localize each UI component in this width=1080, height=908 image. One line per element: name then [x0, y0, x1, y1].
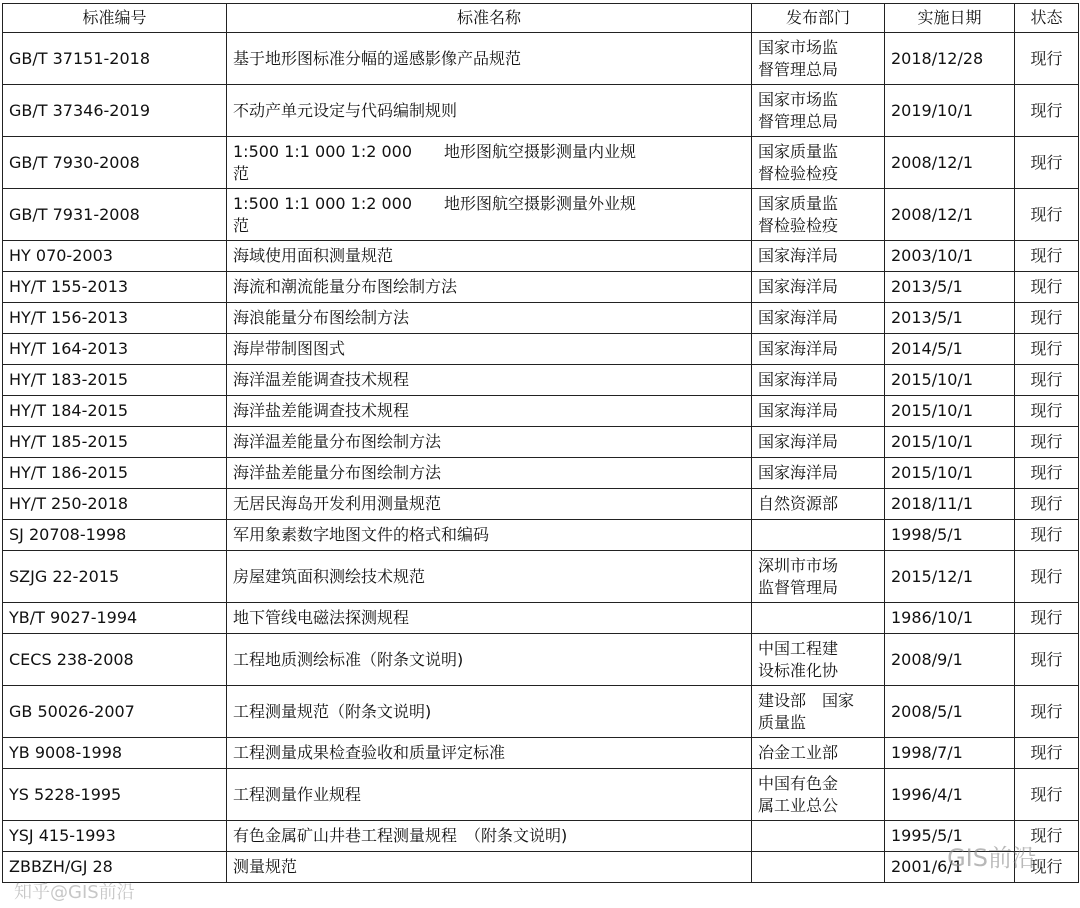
cell-standard-code: SJ 20708-1998 [3, 520, 227, 551]
cell-line: 国家海洋局 [758, 339, 839, 358]
cell-standard-code: HY/T 155-2013 [3, 272, 227, 303]
cell-standard-code: SZJG 22-2015 [3, 551, 227, 603]
standards-table [2, 3, 1079, 883]
cell-publisher [752, 241, 885, 272]
table-row [3, 189, 1079, 241]
cell-publisher [752, 769, 885, 821]
cell-line: 督检验检疫 [758, 163, 839, 183]
cell-standard-name [227, 85, 752, 137]
cell-line: 国家海洋局 [758, 401, 839, 420]
cell-effective-date: 1998/7/1 [885, 738, 1015, 769]
cell-line: 工程测量规范（附条文说明) [233, 701, 432, 721]
cell-status: 现行 [1015, 634, 1079, 686]
table-row [3, 769, 1079, 821]
cell-status: 现行 [1015, 33, 1079, 85]
cell-line: 基于地形图标准分幅的遥感影像产品规范 [233, 48, 522, 68]
cell-publisher [752, 427, 885, 458]
cell-line: 国家海洋局 [758, 463, 839, 482]
cell-publisher [752, 852, 885, 883]
cell-standard-code: HY/T 185-2015 [3, 427, 227, 458]
cell-line: 自然资源部 [758, 494, 839, 513]
cell-status: 现行 [1015, 85, 1079, 137]
cell-standard-code: YB 9008-1998 [3, 738, 227, 769]
cell-standard-name [227, 303, 752, 334]
cell-status: 现行 [1015, 396, 1079, 427]
cell-status: 现行 [1015, 241, 1079, 272]
cell-line: 海洋盐差能量分布图绘制方法 [233, 463, 442, 482]
cell-line: 质量监 [758, 712, 807, 732]
cell-publisher [752, 551, 885, 603]
cell-line: 建设部 国家 [758, 690, 855, 710]
cell-standard-code: CECS 238-2008 [3, 634, 227, 686]
cell-standard-name [227, 272, 752, 303]
cell-standard-name [227, 334, 752, 365]
cell-publisher [752, 365, 885, 396]
table-row [3, 686, 1079, 738]
cell-standard-code: GB/T 37151-2018 [3, 33, 227, 85]
cell-effective-date: 2013/5/1 [885, 303, 1015, 334]
cell-standard-name [227, 551, 752, 603]
cell-line: 不动产单元设定与代码编制规则 [233, 100, 458, 120]
cell-line: 海浪能量分布图绘制方法 [233, 308, 410, 327]
cell-status: 现行 [1015, 738, 1079, 769]
cell-effective-date: 2003/10/1 [885, 241, 1015, 272]
cell-standard-name [227, 396, 752, 427]
header-date: 实施日期 [885, 4, 1015, 33]
cell-line: 国家海洋局 [758, 432, 839, 451]
table-row [3, 603, 1079, 634]
cell-publisher [752, 272, 885, 303]
cell-publisher [752, 603, 885, 634]
header-code: 标准编号 [3, 4, 227, 33]
cell-standard-name [227, 821, 752, 852]
cell-line: 监督管理局 [758, 577, 839, 597]
cell-effective-date: 2015/10/1 [885, 427, 1015, 458]
cell-line: 设标准化协 [758, 660, 839, 680]
cell-standard-code: HY/T 164-2013 [3, 334, 227, 365]
cell-publisher [752, 303, 885, 334]
cell-standard-name [227, 603, 752, 634]
cell-status: 现行 [1015, 520, 1079, 551]
cell-standard-code: HY 070-2003 [3, 241, 227, 272]
cell-status: 现行 [1015, 458, 1079, 489]
cell-publisher [752, 137, 885, 189]
cell-line: 无居民海岛开发利用测量规范 [233, 494, 442, 513]
cell-line: 冶金工业部 [758, 743, 839, 762]
cell-line: 海岸带制图图式 [233, 339, 346, 358]
cell-line: 军用象素数字地图文件的格式和编码 [233, 525, 490, 544]
cell-standard-name [227, 241, 752, 272]
cell-standard-code: GB/T 7930-2008 [3, 137, 227, 189]
cell-line: 国家质量监 [758, 141, 839, 161]
cell-line: 国家市场监 [758, 89, 839, 109]
cell-line: 中国有色金 [758, 773, 839, 793]
cell-standard-name [227, 458, 752, 489]
cell-effective-date: 2018/11/1 [885, 489, 1015, 520]
cell-line: 国家质量监 [758, 193, 839, 213]
cell-standard-name [227, 365, 752, 396]
cell-line: 督管理总局 [758, 59, 839, 79]
cell-status: 现行 [1015, 334, 1079, 365]
table-row [3, 272, 1079, 303]
cell-line: 督管理总局 [758, 111, 839, 131]
watermark-bottom-right: GIS前沿 [947, 844, 1036, 872]
cell-line: 国家海洋局 [758, 246, 839, 265]
table-body [3, 33, 1079, 883]
cell-line: 国家市场监 [758, 37, 839, 57]
cell-effective-date: 2013/5/1 [885, 272, 1015, 303]
cell-standard-name [227, 137, 752, 189]
cell-publisher [752, 334, 885, 365]
cell-effective-date: 2008/12/1 [885, 137, 1015, 189]
cell-line: 测量规范 [233, 857, 298, 876]
cell-standard-code: GB/T 7931-2008 [3, 189, 227, 241]
cell-line: 深圳市市场 [758, 555, 839, 575]
cell-status: 现行 [1015, 551, 1079, 603]
cell-standard-code: HY/T 250-2018 [3, 489, 227, 520]
cell-line: 海洋温差能量分布图绘制方法 [233, 432, 442, 451]
header-status: 状态 [1015, 4, 1079, 33]
cell-line: 范 [233, 163, 250, 183]
cell-standard-code: GB 50026-2007 [3, 686, 227, 738]
cell-standard-name [227, 520, 752, 551]
cell-line: 国家海洋局 [758, 370, 839, 389]
cell-publisher [752, 85, 885, 137]
cell-standard-name [227, 634, 752, 686]
table-row [3, 489, 1079, 520]
table-row [3, 334, 1079, 365]
table-row [3, 427, 1079, 458]
cell-effective-date: 2015/12/1 [885, 551, 1015, 603]
cell-publisher [752, 520, 885, 551]
cell-line: 中国工程建 [758, 638, 839, 658]
cell-status: 现行 [1015, 489, 1079, 520]
watermark-bottom-left: 知乎@GIS前沿 [14, 882, 135, 903]
cell-effective-date: 1996/4/1 [885, 769, 1015, 821]
cell-effective-date: 1986/10/1 [885, 603, 1015, 634]
cell-line: 1:500 1:1 000 1:2 000 地形图航空摄影测量外业规 [233, 193, 637, 213]
cell-standard-name [227, 489, 752, 520]
cell-publisher [752, 396, 885, 427]
cell-status: 现行 [1015, 303, 1079, 334]
table-row [3, 458, 1079, 489]
cell-standard-code: HY/T 156-2013 [3, 303, 227, 334]
cell-line: 海流和潮流能量分布图绘制方法 [233, 277, 458, 296]
cell-effective-date: 2008/5/1 [885, 686, 1015, 738]
cell-publisher [752, 738, 885, 769]
cell-effective-date: 2015/10/1 [885, 396, 1015, 427]
cell-standard-name [227, 852, 752, 883]
cell-standard-code: HY/T 183-2015 [3, 365, 227, 396]
table-row [3, 137, 1079, 189]
table-row [3, 520, 1079, 551]
cell-status: 现行 [1015, 189, 1079, 241]
cell-line: 工程测量作业规程 [233, 784, 362, 804]
cell-line: 国家海洋局 [758, 277, 839, 296]
table-row [3, 85, 1079, 137]
cell-publisher [752, 686, 885, 738]
table-header-row [3, 4, 1079, 33]
cell-line: 地下管线电磁法探测规程 [233, 608, 410, 627]
cell-line: 海洋盐差能调查技术规程 [233, 401, 410, 420]
table-row [3, 738, 1079, 769]
cell-line: 海域使用面积测量规范 [233, 246, 394, 265]
cell-effective-date: 2015/10/1 [885, 458, 1015, 489]
header-name: 标准名称 [227, 4, 752, 33]
cell-line: 属工业总公 [758, 795, 839, 815]
cell-effective-date: 2014/5/1 [885, 334, 1015, 365]
cell-effective-date: 2015/10/1 [885, 365, 1015, 396]
cell-status: 现行 [1015, 769, 1079, 821]
cell-standard-code: YSJ 415-1993 [3, 821, 227, 852]
cell-publisher [752, 821, 885, 852]
table-row [3, 396, 1079, 427]
cell-line: 范 [233, 215, 250, 235]
cell-status: 现行 [1015, 603, 1079, 634]
cell-line: 工程测量成果检查验收和质量评定标准 [233, 743, 506, 762]
cell-status: 现行 [1015, 137, 1079, 189]
table-row [3, 365, 1079, 396]
cell-effective-date: 2018/12/28 [885, 33, 1015, 85]
cell-line: 海洋温差能调查技术规程 [233, 370, 410, 389]
cell-status: 现行 [1015, 686, 1079, 738]
cell-line: 工程地质测绘标准（附条文说明) [233, 649, 464, 669]
cell-line: 房屋建筑面积测绘技术规范 [233, 566, 426, 586]
cell-status: 现行 [1015, 852, 1079, 883]
cell-status: 现行 [1015, 365, 1079, 396]
cell-effective-date: 2001/6/1 [885, 852, 1015, 883]
cell-status: 现行 [1015, 272, 1079, 303]
cell-standard-name [227, 686, 752, 738]
header-dept: 发布部门 [752, 4, 885, 33]
cell-standard-name [227, 33, 752, 85]
cell-standard-code: YS 5228-1995 [3, 769, 227, 821]
cell-standard-name [227, 189, 752, 241]
cell-standard-name [227, 427, 752, 458]
cell-publisher [752, 489, 885, 520]
cell-status: 现行 [1015, 427, 1079, 458]
cell-publisher [752, 189, 885, 241]
table-row [3, 303, 1079, 334]
table-row [3, 551, 1079, 603]
cell-line: 督检验检疫 [758, 215, 839, 235]
cell-publisher [752, 33, 885, 85]
table-row [3, 634, 1079, 686]
cell-status: 现行 [1015, 821, 1079, 852]
cell-standard-name [227, 738, 752, 769]
cell-standard-code: HY/T 186-2015 [3, 458, 227, 489]
cell-standard-code: ZBBZH/GJ 28 [3, 852, 227, 883]
cell-line: 国家海洋局 [758, 308, 839, 327]
cell-publisher [752, 634, 885, 686]
cell-effective-date: 2008/12/1 [885, 189, 1015, 241]
cell-line: 有色金属矿山井巷工程测量规程 （附条文说明) [233, 826, 568, 845]
cell-effective-date: 2008/9/1 [885, 634, 1015, 686]
cell-line: 1:500 1:1 000 1:2 000 地形图航空摄影测量内业规 [233, 141, 637, 161]
table-row [3, 241, 1079, 272]
cell-publisher [752, 458, 885, 489]
table-row [3, 821, 1079, 852]
cell-effective-date: 2019/10/1 [885, 85, 1015, 137]
table-row [3, 33, 1079, 85]
cell-standard-code: GB/T 37346-2019 [3, 85, 227, 137]
table-row [3, 852, 1079, 883]
cell-standard-code: YB/T 9027-1994 [3, 603, 227, 634]
cell-standard-name [227, 769, 752, 821]
cell-effective-date: 1998/5/1 [885, 520, 1015, 551]
cell-effective-date: 1995/5/1 [885, 821, 1015, 852]
cell-standard-code: HY/T 184-2015 [3, 396, 227, 427]
